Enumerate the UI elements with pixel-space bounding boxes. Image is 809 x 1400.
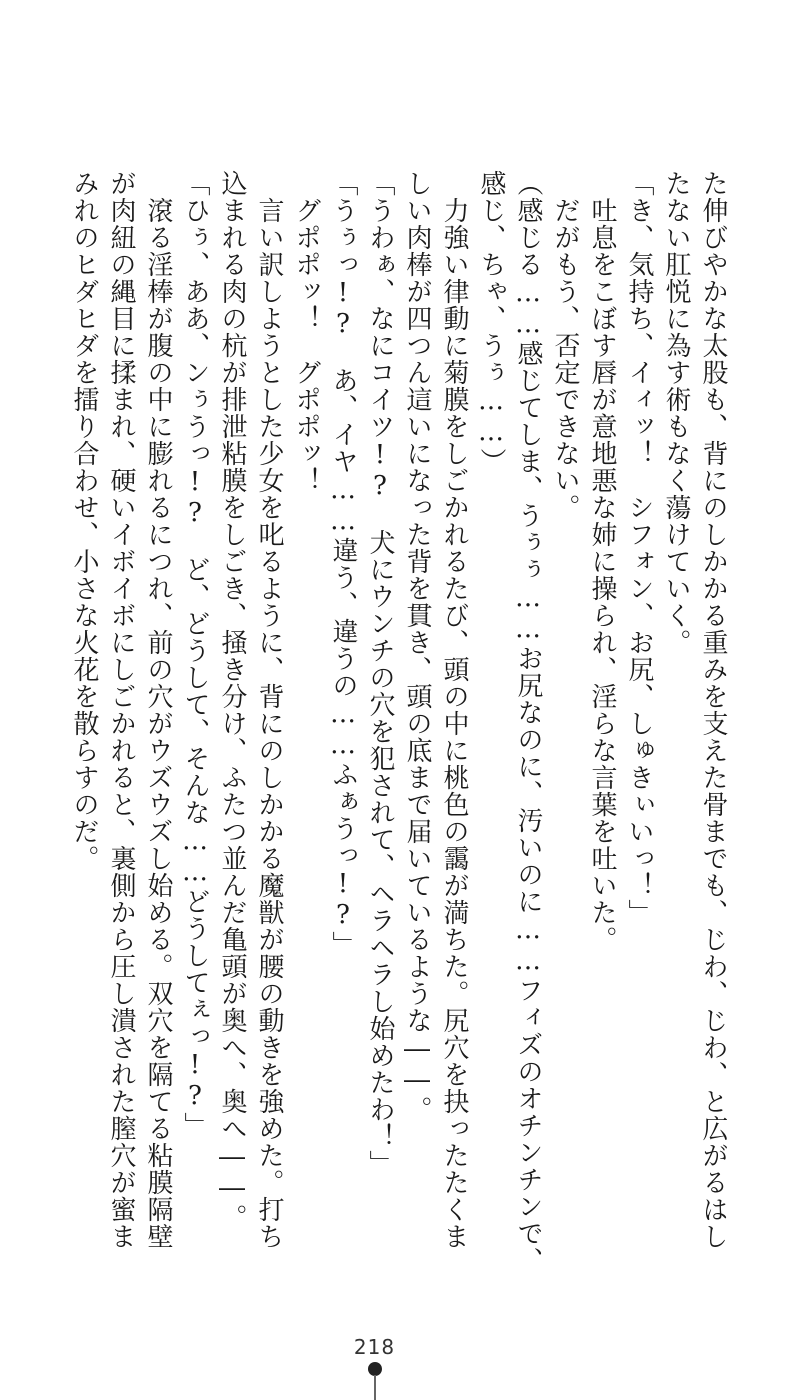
- text-line: が肉紐の縄目に揉まれ、硬いイボイボにしごかれると、裏側から圧し潰された膣穴が蜜ま: [106, 170, 136, 1250]
- text-line: だがもう、否定できない。: [550, 170, 580, 521]
- text-line: 「ひぅ、ああ、ンぅうっ!? ど、どうして、そんな……どうしてぇっ!?」: [180, 170, 210, 1139]
- text-line: 「き、気持ち、イィッ！ シフォン、お尻、しゅきぃいっ！」: [624, 170, 654, 926]
- text-line: グポポッ！ グポポッ！: [291, 170, 321, 494]
- text-line: たない肛悦に為す術もなく蕩けていく。: [661, 170, 691, 656]
- text-line: 感じ、ちゃ、うぅ……）: [476, 170, 506, 475]
- text-line: しい肉棒が四つん這いになった背を貫き、頭の底まで届いているような――。: [402, 170, 432, 1123]
- text-line: 込まれる肉の杭が排泄粘膜をしごき、掻き分け、ふたつ並んだ亀頭が奥へ、奥へ――。: [217, 170, 247, 1231]
- text-line: 「うわぁ、なにコイツ!? 犬にウンチの穴を犯されて、ヘラヘラし始めたわ！」: [365, 170, 395, 1177]
- text-line: 滾る淫棒が腹の中に膨れるにつれ、前の穴がウズウズし始める。双穴を隔てる粘膜隔壁: [143, 170, 173, 1250]
- page-number: 218: [353, 1335, 396, 1359]
- text-line: た伸びやかな太股も、背にのしかかる重みを支えた骨までも、じわ、じわ、と広がるはし: [698, 170, 728, 1250]
- page-marker-line: [374, 1375, 376, 1400]
- page-marker-dot-icon: [368, 1362, 382, 1376]
- text-line: 言い訳しようとした少女を叱るように、背にのしかかる魔獣が腰の動きを強めた。打ち: [254, 170, 284, 1250]
- text-line: 力強い律動に菊膜をしごかれるたび、頭の中に桃色の靄が満ちた。尻穴を抉ったたくま: [439, 170, 469, 1250]
- text-line: 「うぅっ!? あ、イヤ……違う、違うの……ふぁうっ!?」: [328, 170, 358, 958]
- text-line: みれのヒダヒダを擂り合わせ、小さな火花を散らすのだ。: [69, 170, 99, 872]
- text-line: （感じる……感じてしま、うぅぅ……お尻なのに、汚いのに……フィズのオチンチンで、: [513, 170, 543, 1274]
- vertical-text-body: [69, 170, 731, 1274]
- text-line: 吐息をこぼす唇が意地悪な姉に操られ、淫らな言葉を吐いた。: [587, 170, 617, 953]
